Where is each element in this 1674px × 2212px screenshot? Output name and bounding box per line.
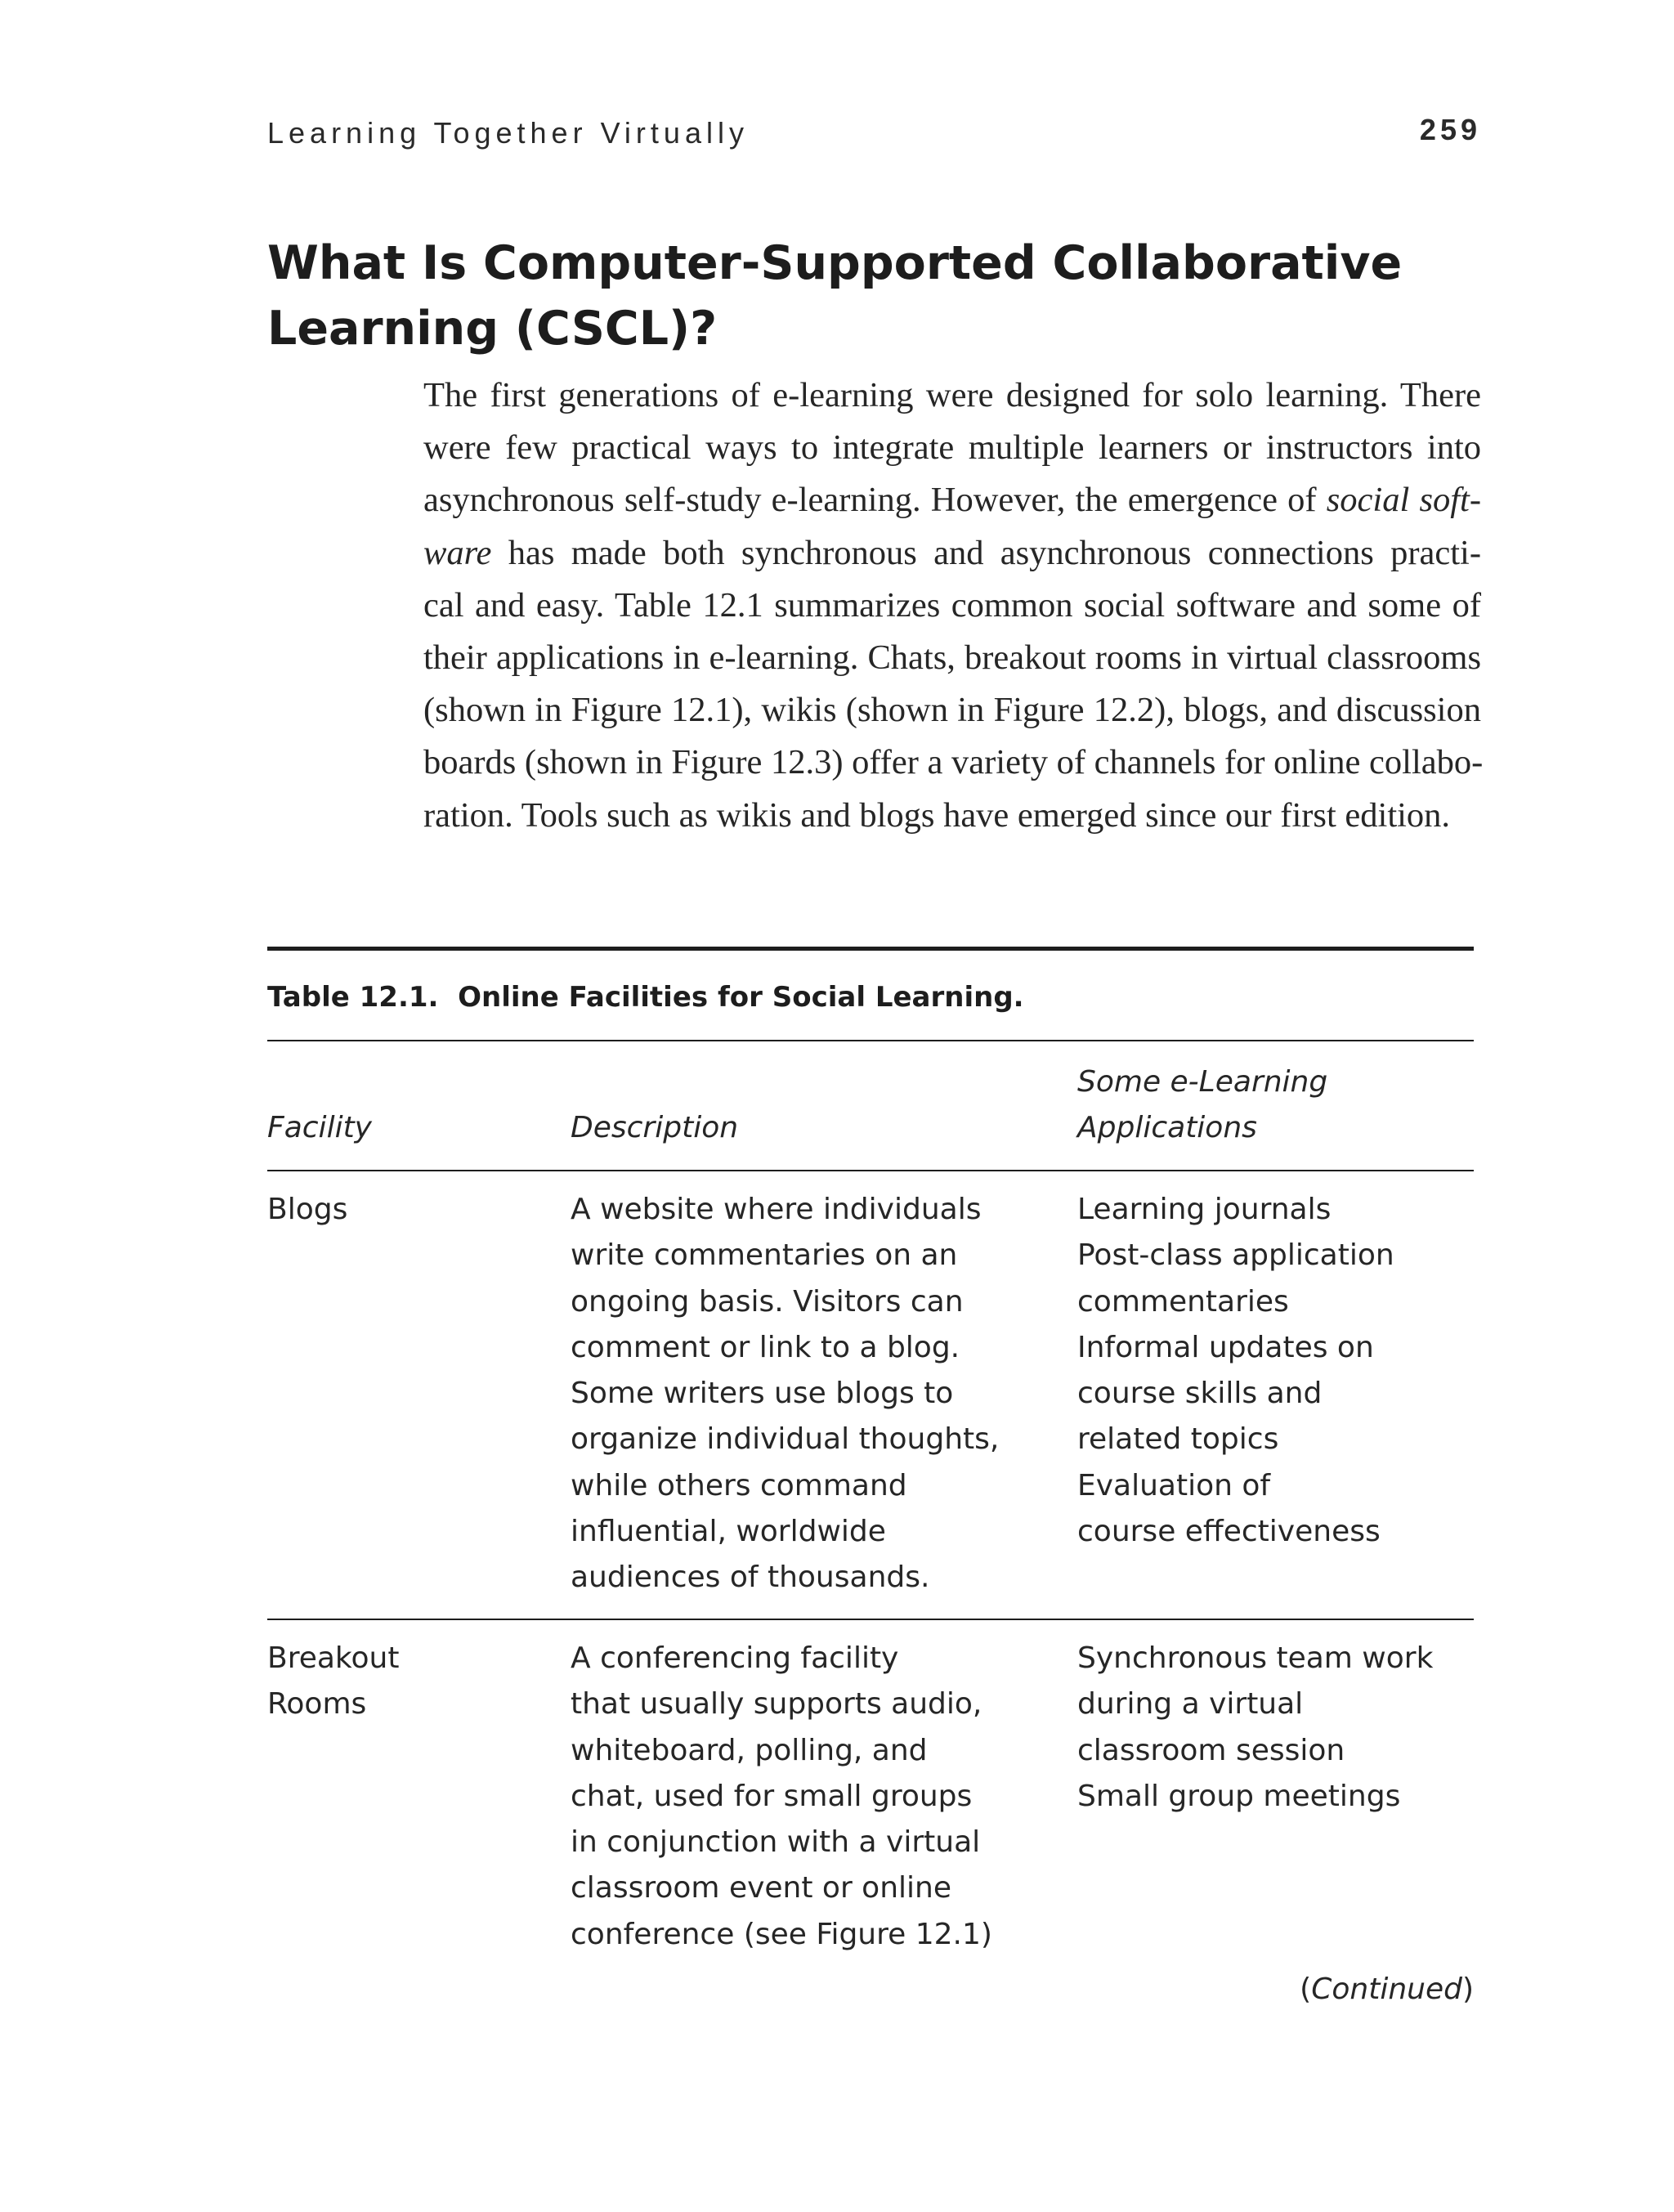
table-header-top-rule <box>267 1040 1474 1041</box>
section-title-line-1: What Is Computer-Supported Collaborative <box>267 236 1403 290</box>
italic-term: social soft- <box>1326 481 1482 520</box>
paragraph-line-text: asynchronous self-study e-learning. However, the emergence of <box>423 481 1327 520</box>
table-row-blogs-facility: Blogs <box>267 1193 348 1226</box>
paragraph-line-text: has made both synchronous and asynchronous connections practi- <box>508 533 1481 572</box>
body-paragraph <box>423 369 1484 842</box>
table-row-blogs-description: A website where individuals write commentaries on an ongoing basis. Visitors can comment or link to a blog. Some writers use blogs to organize individual thoughts, while others command influential, worldwide audiences of thousands. <box>571 1193 1000 1595</box>
table-row-blogs-applications: Learning journals Post-class application commentaries Informal updates on course skills and related topics Evaluation of course effectiveness <box>1077 1193 1394 1549</box>
running-head: Learning Together Virtually <box>267 116 749 150</box>
paragraph-line: were few practical ways to integrate multiple learners or instructors into <box>423 428 1481 468</box>
table-top-rule <box>267 947 1474 951</box>
table-caption: Table 12.1. Online Facilities for Social Learning. <box>267 981 1024 1014</box>
continued-label: Continued <box>1311 1972 1462 2006</box>
table-header-facility: Facility <box>267 1111 372 1144</box>
italic-term: ware <box>423 533 492 572</box>
table-row-breakout-applications: Synchronous team work during a virtual classroom session Small group meetings <box>1077 1641 1434 1813</box>
table-header-applications: Some e-Learning Applications <box>1077 1065 1328 1145</box>
paragraph-line: (shown in Figure 12.1), wikis (shown in Figure 12.2), blogs, and discussion <box>423 691 1481 730</box>
paragraph-line: ration. Tools such as wikis and blogs have emerged since our first edition. <box>423 795 1451 835</box>
page-number: 259 <box>1419 113 1481 146</box>
table-row-divider <box>267 1619 1474 1620</box>
paragraph-line: cal and easy. Table 12.1 summarizes common social software and some of <box>423 585 1481 625</box>
paragraph-line <box>423 474 1481 526</box>
paragraph-line <box>423 527 1481 580</box>
table-header-description: Description <box>571 1111 739 1144</box>
paragraph-line: boards (shown in Figure 12.3) offer a variety of channels for online collabo- <box>423 743 1484 782</box>
section-title-line-2: Learning (CSCL)? <box>267 302 718 356</box>
table-row-breakout-description: A conferencing facility that usually supports audio, whiteboard, polling, and chat, used for small groups in conjunction with a virtual classroom event or online conference (see Figure 12.1) <box>571 1641 992 1951</box>
table-header-bottom-rule <box>267 1170 1474 1171</box>
section-title <box>267 231 1412 361</box>
paragraph-line: The first generations of e-learning were designed for solo learning. There <box>423 376 1481 414</box>
table-continued-note: (Continued) <box>1300 1972 1474 2006</box>
table-row-breakout-facility: Breakout Rooms <box>267 1641 400 1722</box>
paragraph-line: their applications in e-learning. Chats, breakout rooms in virtual classrooms <box>423 638 1481 678</box>
